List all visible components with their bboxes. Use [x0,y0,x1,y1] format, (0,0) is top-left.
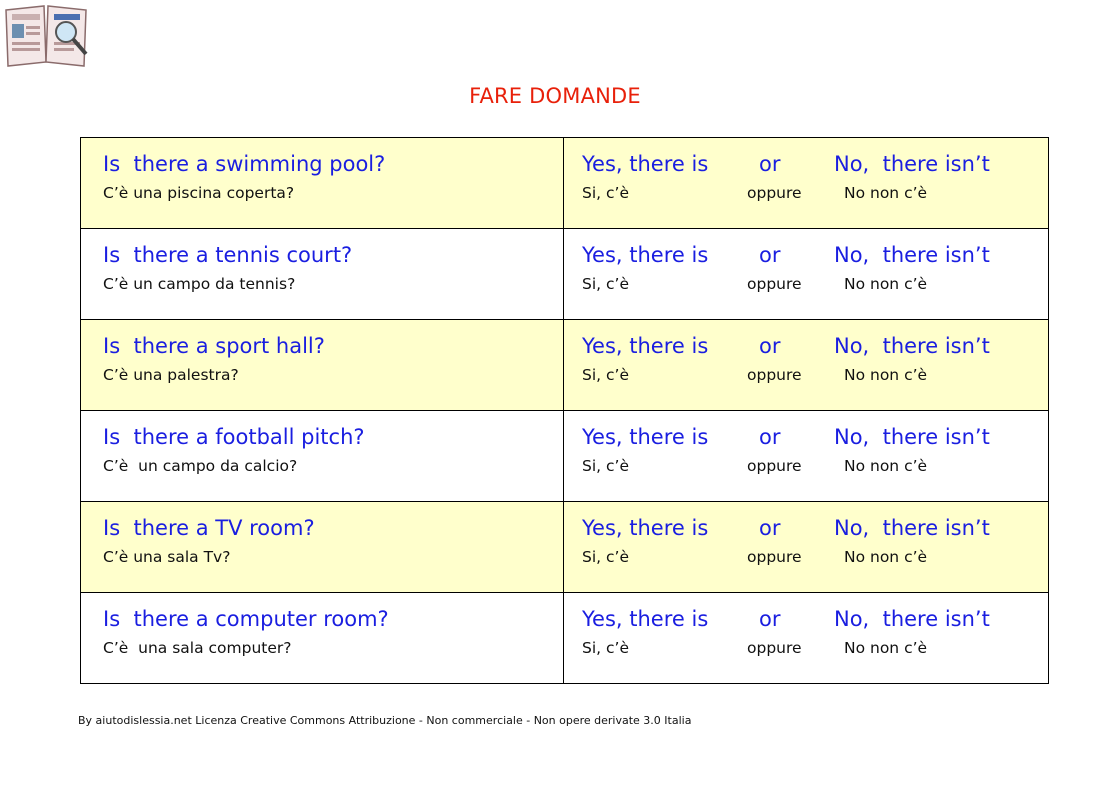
question-english: Is there a swimming pool? [103,152,386,176]
table-row [81,593,1049,684]
answer-or-italian: oppure [747,275,802,293]
question-english: Is there a sport hall? [103,334,325,358]
answer-no-italian: No non c’è [844,275,928,293]
answer-no-italian: No non c’è [844,639,928,657]
answer-yes-english: Yes, there is [582,152,709,176]
answer-cell [564,320,1049,411]
answer-no-english: No, there isn’t [834,425,990,449]
question-english: Is there a tennis court? [103,243,353,267]
answer-or-english: or [759,152,781,176]
question-italian: C’è una palestra? [103,366,239,384]
answer-or-italian: oppure [747,457,802,475]
book-logo-icon [2,2,92,70]
answer-yes-italian: Si, c’è [582,184,629,202]
question-italian: C’è una sala computer? [103,639,292,657]
question-cell [81,320,564,411]
question-cell [81,411,564,502]
answer-no-italian: No non c’è [844,184,928,202]
answer-or-english: or [759,516,781,540]
answer-or-italian: oppure [747,639,802,657]
question-cell [81,229,564,320]
answer-or-english: or [759,334,781,358]
questions-table [80,137,1049,684]
answer-yes-english: Yes, there is [582,334,709,358]
table-row [81,320,1049,411]
question-italian: C’è un campo da tennis? [103,275,296,293]
answer-yes-english: Yes, there is [582,425,709,449]
question-cell [81,138,564,229]
answer-no-english: No, there isn’t [834,152,990,176]
table-row [81,229,1049,320]
answer-yes-italian: Si, c’è [582,275,629,293]
answer-or-english: or [759,607,781,631]
page-title: FARE DOMANDE [469,84,641,108]
answer-cell [564,502,1049,593]
answer-no-english: No, there isn’t [834,243,990,267]
answer-no-english: No, there isn’t [834,607,990,631]
question-english: Is there a football pitch? [103,425,365,449]
answer-or-english: or [759,243,781,267]
answer-no-italian: No non c’è [844,457,928,475]
answer-yes-italian: Si, c’è [582,366,629,384]
question-cell [81,593,564,684]
answer-no-italian: No non c’è [844,548,928,566]
answer-yes-english: Yes, there is [582,607,709,631]
table-row [81,138,1049,229]
table-row [81,411,1049,502]
answer-cell [564,138,1049,229]
answer-yes-italian: Si, c’è [582,639,629,657]
answer-or-english: or [759,425,781,449]
table-row [81,502,1049,593]
answer-yes-italian: Si, c’è [582,457,629,475]
question-english: Is there a computer room? [103,607,389,631]
answer-no-english: No, there isn’t [834,334,990,358]
question-cell [81,502,564,593]
answer-yes-english: Yes, there is [582,243,709,267]
question-italian: C’è una piscina coperta? [103,184,295,202]
question-english: Is there a TV room? [103,516,315,540]
answer-cell [564,593,1049,684]
answer-or-italian: oppure [747,184,802,202]
answer-yes-english: Yes, there is [582,516,709,540]
question-italian: C’è una sala Tv? [103,548,231,566]
answer-cell [564,229,1049,320]
answer-cell [564,411,1049,502]
answer-or-italian: oppure [747,548,802,566]
answer-or-italian: oppure [747,366,802,384]
answer-no-italian: No non c’è [844,366,928,384]
answer-no-english: No, there isn’t [834,516,990,540]
answer-yes-italian: Si, c’è [582,548,629,566]
license-footer: By aiutodislessia.net Licenza Creative Commons Attribuzione - Non commerciale - Non opere derivate 3.0 Italia [78,714,692,727]
question-italian: C’è un campo da calcio? [103,457,298,475]
